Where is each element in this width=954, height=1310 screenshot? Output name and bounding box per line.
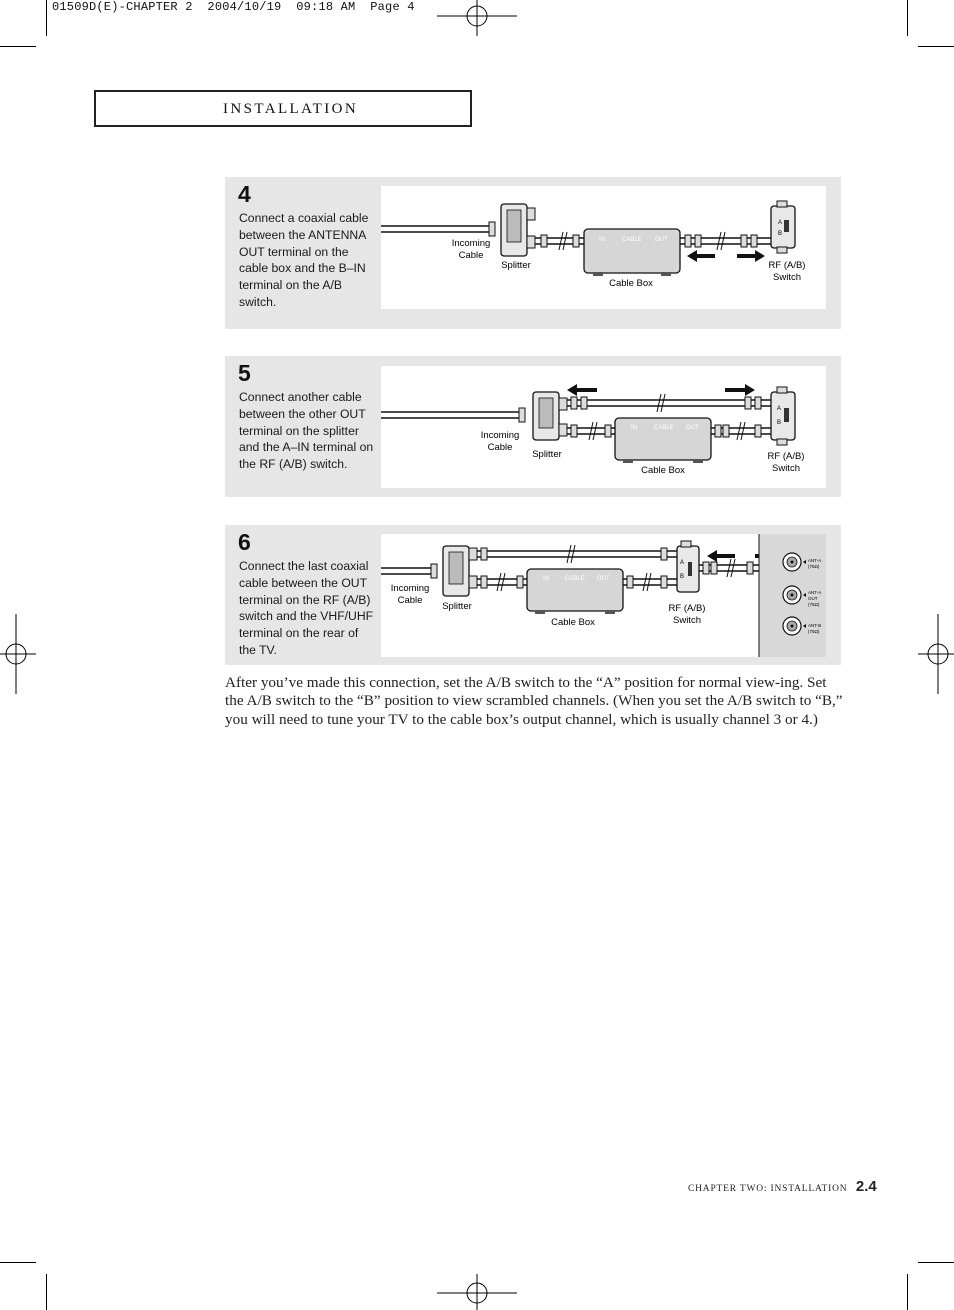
crop-mark-bottom-left-h <box>0 1262 36 1263</box>
registration-mark-bottom <box>437 1274 517 1310</box>
step-4-diagram <box>381 186 826 309</box>
step-5-diagram <box>381 366 826 488</box>
connection-diagram <box>381 534 826 657</box>
cablebox-in-label: IN <box>543 576 549 582</box>
rf-switch-label-line2: Switch <box>673 615 701 626</box>
rf-switch-label: RF (A/B) <box>668 603 706 614</box>
print-slug-line: 01509D(E)-CHAPTER 2 2004/10/19 09:18 AM Page 4 <box>52 0 415 14</box>
incoming-cable-label: Incoming <box>480 430 520 441</box>
connection-diagram <box>381 366 826 488</box>
footer-chapter-title: CHAPTER TWO: INSTALLATION <box>688 1184 848 1194</box>
step-instruction-text: Connect another cable between the other OUT terminal on the splitter and the A–IN terminal on the RF (A/B) switch. <box>239 390 374 472</box>
ant-b-label: ANT-B <box>808 623 822 628</box>
step-5-panel <box>225 356 841 497</box>
ant-out-label: ANT-A <box>808 590 822 595</box>
switch-label-b: B <box>777 420 782 426</box>
arrow-right-icon <box>737 250 765 262</box>
step-number: 5 <box>238 360 251 386</box>
ant-a-terminal-icon <box>783 553 801 571</box>
instruction-paragraph: After you’ve made this connection, set the A/B switch to the “A” position for normal view-ing. Set the A/B switch to the “B” position to view scrambled channels. (When you set the A/B switch to “B,” you will need to tune your TV to the cable box’s output channel, which is usually channel 3 or 4.) <box>225 674 843 728</box>
step-number: 4 <box>238 181 251 207</box>
crop-mark-top-right-v <box>907 0 908 36</box>
rf-switch-label: RF (A/B) <box>767 451 805 462</box>
incoming-cable-label-line2: Cable <box>487 442 513 453</box>
switch-label-b: B <box>778 231 783 237</box>
incoming-cable-label: Incoming <box>390 583 430 594</box>
crop-mark-top-left-v <box>46 0 47 36</box>
cablebox-cable-label: CABLE <box>622 237 642 243</box>
rf-switch-label: RF (A/B) <box>768 260 806 271</box>
cable-box-label: Cable Box <box>641 465 685 476</box>
switch-label-a: A <box>778 220 783 226</box>
step-6-diagram <box>381 534 826 657</box>
rf-switch-label-line2: Switch <box>773 272 801 283</box>
arrow-left-icon <box>567 384 597 396</box>
step-instruction-text: Connect a coaxial cable between the ANTENNA OUT terminal on the cable box and the B–IN terminal on the A/B switch. <box>239 211 369 309</box>
incoming-cable-label: Incoming <box>451 238 491 249</box>
step-instruction-text: Connect the last coaxial cable between the OUT terminal on the RF (A/B) switch and the VHF/UHF terminal on the rear of the TV. <box>239 559 374 657</box>
registration-mark-left <box>0 614 36 694</box>
cable-box-icon <box>584 229 680 273</box>
crop-mark-top-right-h <box>918 46 954 47</box>
switch-label-a: A <box>777 406 782 412</box>
rf-switch-label-line2: Switch <box>772 463 800 474</box>
registration-mark-top <box>437 0 517 36</box>
section-header-box <box>94 90 472 127</box>
cablebox-cable-label: CABLE <box>654 425 674 431</box>
crop-mark-top-left-h <box>0 46 36 47</box>
ant-out-terminal-icon <box>783 586 801 604</box>
incoming-cable-label-line2: Cable <box>458 250 484 261</box>
ant-out-ohm-label: (75Ω) <box>808 602 820 607</box>
cable-box-label: Cable Box <box>551 617 595 628</box>
splitter-label: Splitter <box>501 260 531 271</box>
ant-out-label-line2: OUT <box>808 596 818 601</box>
cablebox-out-label: OUT <box>686 425 699 431</box>
ant-a-label: ANT-A <box>808 558 822 563</box>
cablebox-out-label: OUT <box>655 237 668 243</box>
cablebox-in-label: IN <box>631 425 637 431</box>
crop-mark-bottom-right-v <box>907 1274 908 1310</box>
switch-label-a: A <box>680 560 685 566</box>
footer-page-number: 2.4 <box>855 1178 877 1195</box>
switch-label-b: B <box>680 574 685 580</box>
page-footer <box>688 1178 877 1196</box>
rf-switch-icon <box>771 392 795 440</box>
cablebox-cable-label: CABLE <box>565 576 585 582</box>
cablebox-in-label: IN <box>599 237 605 243</box>
splitter-label: Splitter <box>532 449 562 460</box>
cablebox-out-label: OUT <box>597 576 610 582</box>
splitter-label: Splitter <box>442 601 472 612</box>
ant-b-terminal-icon <box>783 617 801 635</box>
registration-mark-right <box>918 614 954 694</box>
cable-box-label: Cable Box <box>609 278 653 289</box>
crop-mark-bottom-left-v <box>46 1274 47 1310</box>
crop-mark-bottom-right-h <box>918 1262 954 1263</box>
step-number: 6 <box>238 529 251 555</box>
arrow-left-icon <box>687 250 715 262</box>
ant-a-ohm-label: (75Ω) <box>808 564 820 569</box>
section-header-title: INSTALLATION <box>223 101 359 117</box>
step-4-panel <box>225 177 841 329</box>
rf-switch-icon <box>771 206 795 248</box>
connection-diagram <box>381 186 826 309</box>
arrow-right-icon <box>725 384 755 396</box>
ant-b-ohm-label: (75Ω) <box>808 629 820 634</box>
incoming-cable-label-line2: Cable <box>397 595 423 606</box>
step-6-panel <box>225 525 841 665</box>
